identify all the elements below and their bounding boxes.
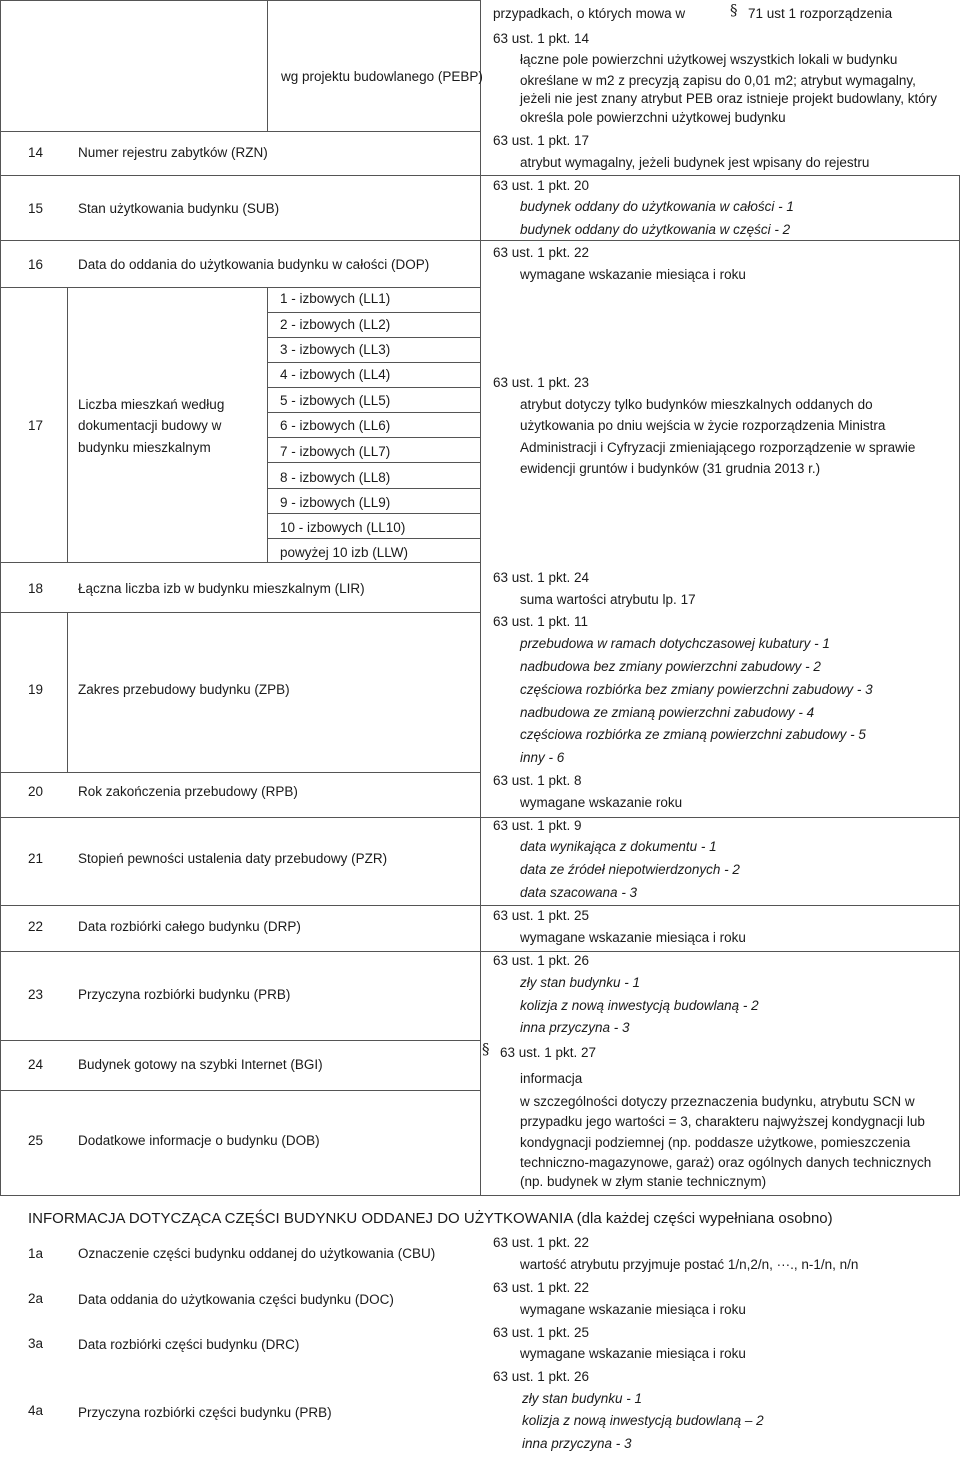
- row-divider: [0, 1090, 480, 1091]
- description-line: wymagane wskazanie miesiąca i roku: [520, 1302, 746, 1317]
- sub-row-divider: [267, 437, 480, 438]
- sub-row-divider: [267, 312, 480, 313]
- legal-reference: 63 ust. 1 pkt. 22: [493, 245, 590, 260]
- description-line: przypadku jego wartości = 3, charakteru najwyższej kondygnacji lub: [520, 1114, 925, 1129]
- legal-reference: 63 ust. 1 pkt. 25: [493, 908, 590, 923]
- legal-reference: 63 ust. 1 pkt. 8: [493, 773, 582, 788]
- row-divider: [0, 562, 480, 563]
- description-line: suma wartości atrybutu lp. 17: [520, 592, 696, 607]
- description-line: data ze źródeł niepotwierdzonych - 2: [520, 862, 740, 877]
- row-label: Zakres przebudowy budynku (ZPB): [78, 682, 290, 697]
- description-line: data wynikająca z dokumentu - 1: [520, 839, 717, 854]
- sub-row-label: powyżej 10 izb (LLW): [280, 545, 409, 560]
- row-label: Data rozbiórki całego budynku (DRP): [78, 919, 301, 934]
- legal-reference: 63 ust. 1 pkt. 26: [493, 1369, 590, 1384]
- legal-reference: 63 ust. 1 pkt. 14: [493, 31, 590, 46]
- sub-row-divider: [267, 538, 480, 539]
- description-line: określa pole powierzchni użytkowej budynku: [520, 110, 786, 125]
- description-line: (np. budynek w złym stanie technicznym): [520, 1174, 767, 1189]
- sub-row-label: 5 - izbowych (LL5): [280, 393, 391, 408]
- row-number: 21: [28, 851, 44, 866]
- row-divider: [0, 131, 480, 132]
- description-line: ewidencji gruntów i budynków (31 grudnia 2013 r.): [520, 461, 821, 476]
- sub-row-label: 2 - izbowych (LL2): [280, 317, 391, 332]
- intro-text: 71 ust 1 rozporządzenia: [748, 6, 893, 21]
- table-border-left: [0, 0, 1, 1196]
- row-label: Stopień pewności ustalenia daty przebudowy (PZR): [78, 851, 388, 866]
- row-divider: [0, 612, 480, 613]
- row-label: Oznaczenie części budynku oddanej do użytkowania (CBU): [78, 1246, 436, 1261]
- description-line: nadbudowa bez zmiany powierzchni zabudowy - 2: [520, 659, 821, 674]
- row-label: Numer rejestru zabytków (RZN): [78, 145, 268, 160]
- row-number: 18: [28, 581, 44, 596]
- sub-row-label: 3 - izbowych (LL3): [280, 342, 391, 357]
- description-line: budynek oddany do użytkowania w części - 2: [520, 222, 791, 237]
- row-divider: [0, 1040, 480, 1041]
- sub-row-divider: [267, 488, 480, 489]
- description-line: w szczególności dotyczy przeznaczenia budynku, atrybutu SCN w: [520, 1094, 915, 1109]
- description-line: wartość atrybutu przyjmuje postać 1/n,2/n, ···., n-1/n, n/n: [520, 1257, 859, 1272]
- sub-row-divider: [267, 337, 480, 338]
- legal-reference: 63 ust. 1 pkt. 23: [493, 375, 590, 390]
- sub-row-divider: [267, 513, 480, 514]
- row-label: Przyczyna rozbiórki budynku (PRB): [78, 987, 291, 1002]
- row-number: 2a: [28, 1291, 44, 1306]
- row-label: Data do oddania do użytkowania budynku w całości (DOP): [78, 257, 430, 272]
- row-label: budynku mieszkalnym: [78, 440, 211, 455]
- row-label: wg projektu budowlanego (PEBP): [281, 69, 483, 84]
- description-line: nadbudowa ze zmianą powierzchni zabudowy - 4: [520, 705, 815, 720]
- row-number: 19: [28, 682, 44, 697]
- description-line: kolizja z nową inwestycją budowlaną - 2: [520, 998, 759, 1013]
- description-line: zły stan budynku - 1: [522, 1391, 643, 1406]
- row-divider: [0, 0, 480, 1]
- description-line: Administracji i Cyfryzacji zmieniającego rozporządzenie w sprawie: [520, 440, 916, 455]
- description-line: jeżeli nie jest znany atrybut PEB oraz istnieje projekt budowlany, który: [520, 91, 937, 106]
- description-line: budynek oddany do użytkowania w całości - 1: [520, 199, 794, 214]
- row-number: 25: [28, 1133, 44, 1148]
- legal-reference: 63 ust. 1 pkt. 17: [493, 133, 590, 148]
- row-number: 22: [28, 919, 44, 934]
- row-divider: [0, 772, 480, 773]
- legal-reference: 63 ust. 1 pkt. 24: [493, 570, 590, 585]
- legal-reference: 63 ust. 1 pkt. 22: [493, 1280, 590, 1295]
- column-divider: [67, 612, 68, 772]
- sub-row-label: 8 - izbowych (LL8): [280, 470, 391, 485]
- description-line: określane w m2 z precyzją zapisu do 0,01 m2; atrybut wymagalny,: [520, 73, 916, 88]
- sub-row-divider: [267, 387, 480, 388]
- description-line: wymagane wskazanie roku: [520, 795, 683, 810]
- row-label: dokumentacji budowy w: [78, 418, 222, 433]
- row-label: Data rozbiórki części budynku (DRC): [78, 1337, 300, 1352]
- section-sign: §: [730, 1, 738, 19]
- description-line: atrybut dotyczy tylko budynków mieszkalnych oddanych do: [520, 397, 873, 412]
- row-divider: [0, 287, 480, 288]
- row-number: 20: [28, 784, 44, 799]
- description-line: częściowa rozbiórka bez zmiany powierzchni zabudowy - 3: [520, 682, 873, 697]
- legal-reference: 63 ust. 1 pkt. 20: [493, 178, 590, 193]
- description-line: data szacowana - 3: [520, 885, 638, 900]
- row-label: Liczba mieszkań według: [78, 397, 225, 412]
- description-line: zły stan budynku - 1: [520, 975, 641, 990]
- row-label: Łączna liczba izb w budynku mieszkalnym (LIR): [78, 581, 365, 596]
- description-line: informacja: [520, 1071, 583, 1086]
- description-line: przebudowa w ramach dotychczasowej kubatury - 1: [520, 636, 830, 651]
- row-label: Stan użytkowania budynku (SUB): [78, 201, 280, 216]
- row-number: 17: [28, 418, 44, 433]
- row-label: Budynek gotowy na szybki Internet (BGI): [78, 1057, 323, 1072]
- legal-reference: 63 ust. 1 pkt. 9: [493, 818, 582, 833]
- intro-text: przypadkach, o których mowa w: [493, 6, 686, 21]
- row-number: 3a: [28, 1336, 44, 1351]
- description-line: techniczno-magazynowe, garaż) oraz ogólnych danych technicznych: [520, 1155, 932, 1170]
- description-line: atrybut wymagalny, jeżeli budynek jest wpisany do rejestru: [520, 155, 870, 170]
- column-divider: [480, 0, 481, 1196]
- sub-row-divider: [267, 412, 480, 413]
- legal-reference: 63 ust. 1 pkt. 25: [493, 1325, 590, 1340]
- row-label: Przyczyna rozbiórki części budynku (PRB): [78, 1405, 332, 1420]
- sub-row-divider: [267, 362, 480, 363]
- row-label: Rok zakończenia przebudowy (RPB): [78, 784, 298, 799]
- sub-row-label: 7 - izbowych (LL7): [280, 444, 391, 459]
- legal-reference: 63 ust. 1 pkt. 26: [493, 953, 590, 968]
- sub-row-label: 1 - izbowych (LL1): [280, 291, 391, 306]
- sub-row-label: 4 - izbowych (LL4): [280, 367, 391, 382]
- column-divider: [267, 0, 268, 131]
- description-line: wymagane wskazanie miesiąca i roku: [520, 1346, 746, 1361]
- row-number: 24: [28, 1057, 44, 1072]
- legal-reference: 63 ust. 1 pkt. 11: [493, 614, 589, 629]
- description-line: wymagane wskazanie miesiąca i roku: [520, 267, 746, 282]
- row-number: 23: [28, 987, 44, 1002]
- row-number: 16: [28, 257, 44, 272]
- column-divider: [267, 287, 268, 562]
- description-line: inna przyczyna - 3: [522, 1436, 632, 1451]
- row-number: 15: [28, 201, 44, 216]
- section-heading: INFORMACJA DOTYCZĄCA CZĘŚCI BUDYNKU ODDANEJ DO UŻYTKOWANIA (dla każdej części wypełniana osobno): [28, 1210, 833, 1227]
- description-line: kondygnacji podziemnej (np. poddasze użytkowe, pomieszczenia: [520, 1135, 911, 1150]
- description-line: kolizja z nową inwestycją budowlaną – 2: [522, 1413, 764, 1428]
- description-line: łączne pole powierzchni użytkowej wszystkich lokali w budynku: [520, 52, 898, 67]
- row-label: Dodatkowe informacje o budynku (DOB): [78, 1133, 320, 1148]
- description-line: wymagane wskazanie miesiąca i roku: [520, 930, 746, 945]
- row-number: 1a: [28, 1246, 44, 1261]
- sub-row-label: 9 - izbowych (LL9): [280, 495, 391, 510]
- legal-reference: 63 ust. 1 pkt. 27: [500, 1045, 597, 1060]
- row-label: Data oddania do użytkowania części budynku (DOC): [78, 1292, 394, 1307]
- row-number: 14: [28, 145, 44, 160]
- description-line: inny - 6: [520, 750, 565, 765]
- description-line: częściowa rozbiórka ze zmianą powierzchni zabudowy - 5: [520, 727, 866, 742]
- column-divider: [67, 287, 68, 562]
- description-line: inna przyczyna - 3: [520, 1020, 630, 1035]
- sub-row-label: 10 - izbowych (LL10): [280, 520, 406, 535]
- sub-row-divider: [267, 462, 480, 463]
- sub-row-label: 6 - izbowych (LL6): [280, 418, 391, 433]
- description-line: użytkowania po dniu wejścia w życie rozporządzenia Ministra: [520, 418, 886, 433]
- row-number: 4a: [28, 1403, 44, 1418]
- legal-reference: 63 ust. 1 pkt. 22: [493, 1235, 590, 1250]
- section-sign: §: [482, 1040, 490, 1058]
